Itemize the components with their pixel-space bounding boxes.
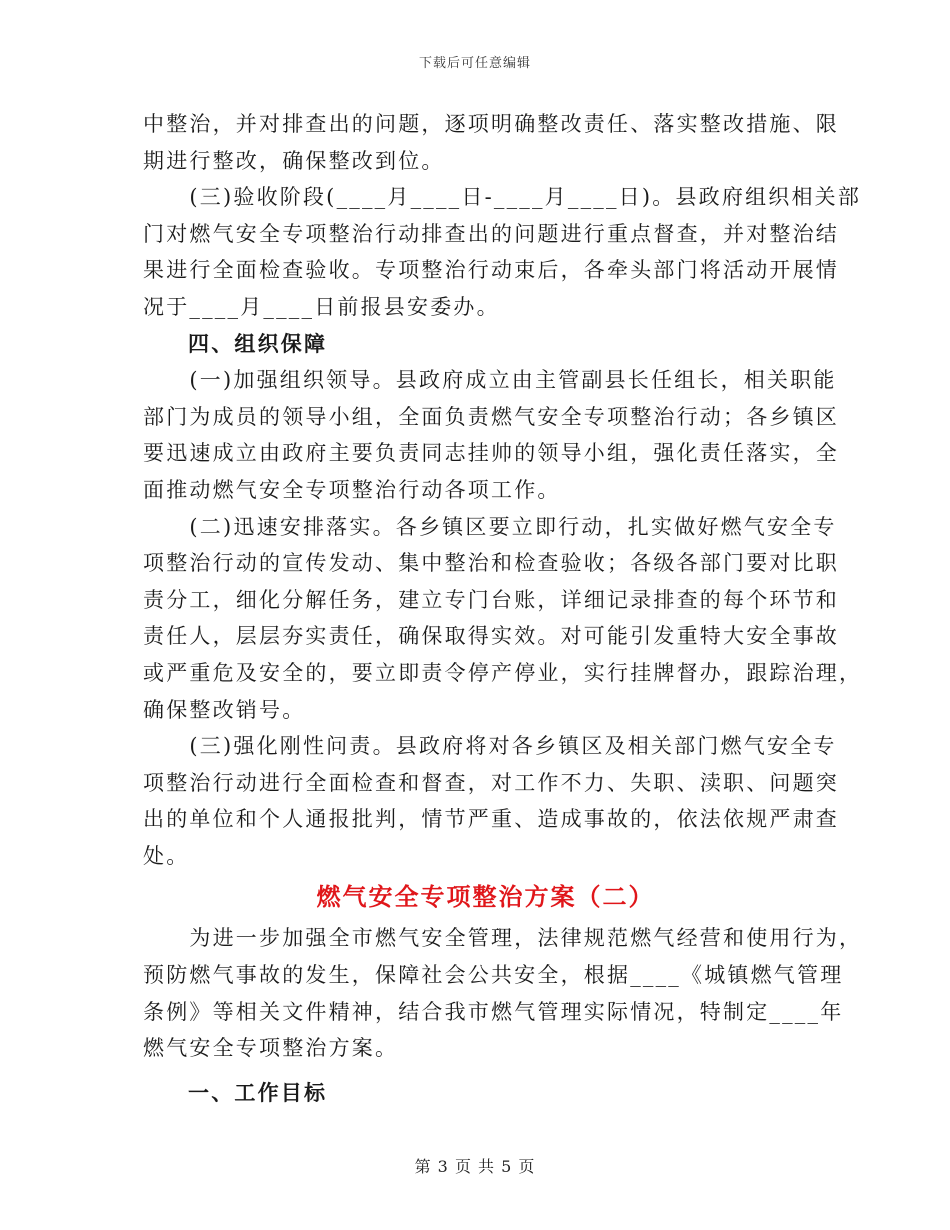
body-line: 期进行整改，确保整改到位。 [143, 148, 445, 173]
body-line: 况于____月____日前报县安委办。 [143, 294, 500, 319]
body-line: 门对燃气安全专项整治行动排查出的问题进行重点督查，并对整治结 [143, 221, 839, 246]
page-header-note: 下载后可任意编辑 [418, 56, 531, 71]
page-number: 第 3 页 共 5 页 [414, 1157, 536, 1176]
section-title: 燃气安全专项整治方案（二） [316, 883, 655, 912]
body-line: 要迅速成立由政府主要负责同志挂帅的领导小组，强化责任落实，全 [143, 441, 839, 466]
body-line: 为进一步加强全市燃气安全管理，法律规范燃气经营和使用行为， [143, 926, 863, 951]
body-line: 条例》等相关文件精神，结合我市燃气管理实际情况，特制定____年 [143, 999, 844, 1024]
body-line: 面推动燃气安全专项整治行动各项工作。 [143, 477, 561, 502]
body-line: 出的单位和个人通报批判，情节严重、造成事故的，依法依规严肃查 [143, 807, 839, 832]
body-line: (三)强化刚性问责。县政府将对各乡镇区及相关部门燃气安全专 [143, 734, 837, 759]
body-line: 项整治行动的宣传发动、集中整治和检查验收；各级各部门要对比职 [143, 551, 839, 576]
body-line: 处。 [143, 843, 190, 868]
document-body [143, 106, 863, 1111]
heading-organization-guarantee: 四、组织保障 [188, 330, 328, 356]
body-line: 中整治，并对排查出的问题，逐项明确整改责任、落实整改措施、限 [143, 112, 839, 136]
body-line: (二)迅速安排落实。各乡镇区要立即行动，扎实做好燃气安全专 [143, 514, 837, 539]
body-line: 确保整改销号。 [143, 697, 306, 722]
body-line: 责任人，层层夯实责任，确保取得实效。对可能引发重特大安全事故 [143, 624, 839, 649]
heading-work-goal: 一、工作目标 [188, 1079, 328, 1105]
body-line: 项整治行动进行全面检查和督查，对工作不力、失职、渎职、问题突 [143, 770, 839, 795]
body-line: (三)验收阶段(____月____日-____月____日)。县政府组织相关部 [143, 185, 862, 210]
body-line: 部门为成员的领导小组，全面负责燃气安全专项整治行动；各乡镇区 [143, 404, 839, 429]
body-line: 预防燃气事故的发生，保障社会公共安全，根据____《城镇燃气管理 [143, 963, 844, 988]
body-line: 燃气安全专项整治方案。 [143, 1036, 399, 1061]
body-line: 或严重危及安全的，要立即责令停产停业，实行挂牌督办，跟踪治理， [143, 660, 863, 685]
body-line: 果进行全面检查验收。专项整治行动束后，各牵头部门将活动开展情 [143, 258, 839, 283]
body-line: 责分工，细化分解任务，建立专门台账，详细记录排查的每个环节和 [143, 587, 839, 612]
body-line: (一)加强组织领导。县政府成立由主管副县长任组长，相关职能 [143, 368, 837, 393]
